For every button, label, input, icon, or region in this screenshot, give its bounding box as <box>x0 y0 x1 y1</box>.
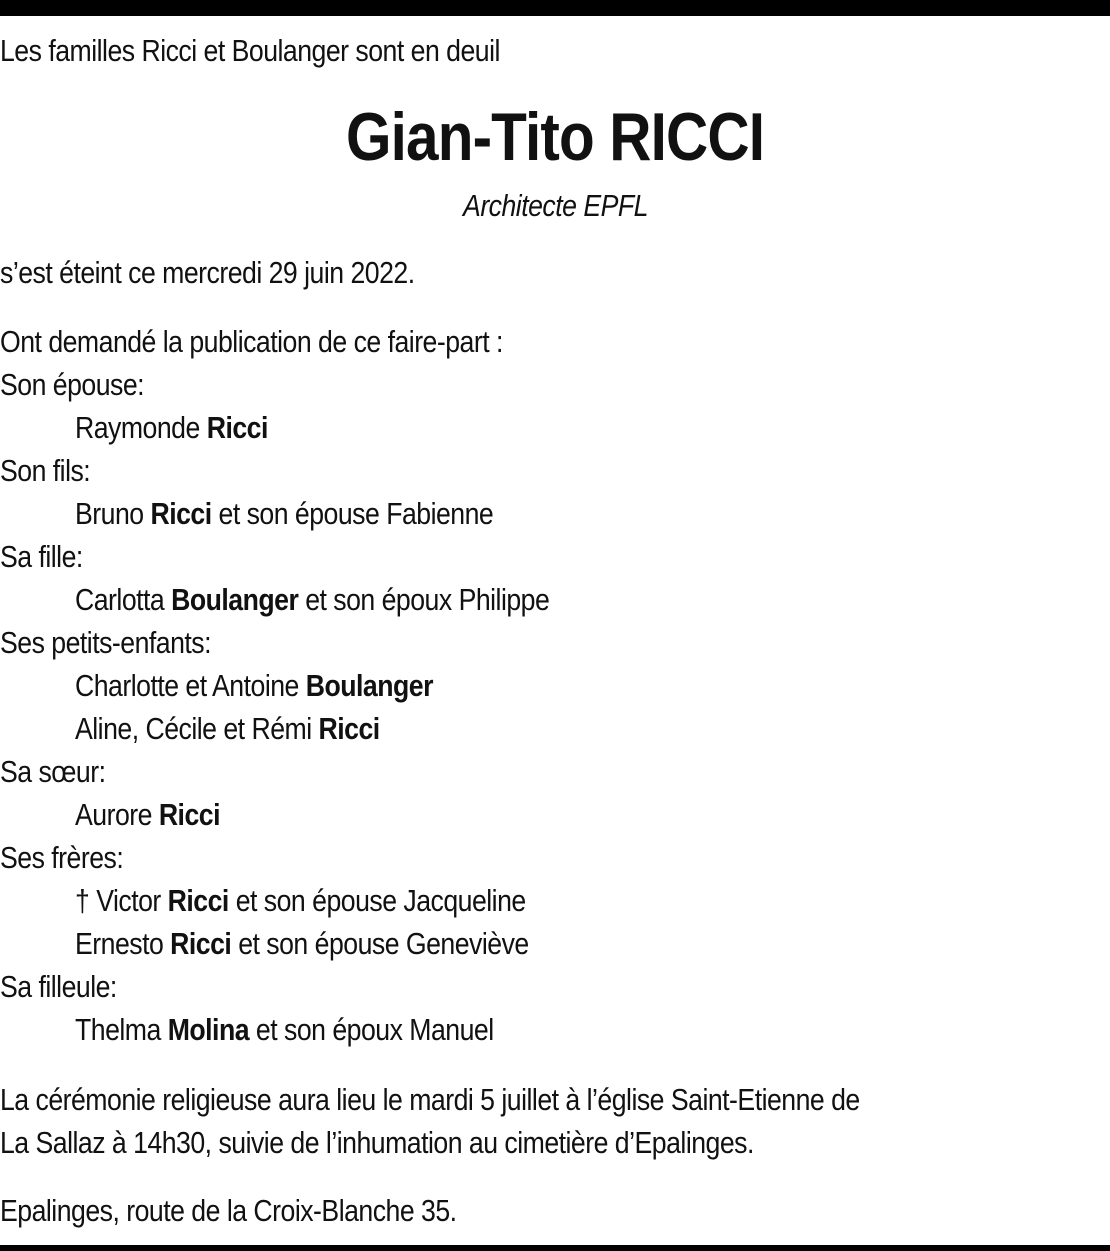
daughter-first-name: Carlotta <box>75 582 172 617</box>
wife-surname: Ricci <box>206 410 268 445</box>
grandchildren-2-surname: Ricci <box>318 711 380 746</box>
daughter-spouse: et son époux Philippe <box>298 582 550 617</box>
profession-title-text: Architecte EPFL <box>462 188 648 223</box>
wife-entry <box>75 408 268 448</box>
sister-entry <box>75 795 220 835</box>
son-entry <box>75 494 493 534</box>
goddaughter-first-name: Thelma <box>75 1012 168 1047</box>
son-spouse: et son épouse Fabienne <box>211 496 494 531</box>
wife-first-name: Raymonde <box>75 410 207 445</box>
son-label: Son fils: <box>0 453 91 488</box>
brother-1-first-name: † Victor <box>75 883 168 918</box>
grandchildren-label: Ses petits-enfants: <box>0 625 212 660</box>
sister-label: Sa sœur: <box>0 754 106 789</box>
ceremony-line-2: La Sallaz à 14h30, suivie de l’inhumation au cimetière d’Epalinges. <box>0 1125 754 1160</box>
bottom-border-rule <box>0 1245 1110 1251</box>
goddaughter-surname: Molina <box>167 1012 250 1047</box>
grandchildren-1-names: Charlotte et Antoine <box>75 668 306 703</box>
brother-entry-1 <box>75 881 526 921</box>
publication-intro: Ont demandé la publication de ce faire-part : <box>0 324 503 359</box>
sister-first-name: Aurore <box>75 797 159 832</box>
intro-line: Les familles Ricci et Boulanger sont en deuil <box>0 33 500 68</box>
ceremony-line-1: La cérémonie religieuse aura lieu le mardi 5 juillet à l’église Saint-Etienne de <box>0 1082 860 1117</box>
daughter-label: Sa fille: <box>0 539 83 574</box>
goddaughter-label: Sa filleule: <box>0 969 117 1004</box>
wife-label: Son épouse: <box>0 367 145 402</box>
brother-1-spouse: et son épouse Jacqueline <box>228 883 526 918</box>
family-address: Epalinges, route de la Croix-Blanche 35. <box>0 1193 457 1228</box>
brothers-label: Ses frères: <box>0 840 124 875</box>
brother-2-surname: Ricci <box>170 926 232 961</box>
brother-1-surname: Ricci <box>167 883 229 918</box>
brother-2-first-name: Ernesto <box>75 926 171 961</box>
son-surname: Ricci <box>150 496 212 531</box>
brother-2-spouse: et son épouse Geneviève <box>231 926 529 961</box>
grandchildren-entry-2 <box>75 709 380 749</box>
sister-surname: Ricci <box>158 797 220 832</box>
son-first-name: Bruno <box>75 496 151 531</box>
daughter-surname: Boulanger <box>171 582 299 617</box>
grandchildren-entry-1 <box>75 666 433 706</box>
goddaughter-entry <box>75 1010 494 1050</box>
deceased-name-text: Gian-Tito RICCI <box>345 99 765 175</box>
daughter-entry <box>75 580 549 620</box>
grandchildren-1-surname: Boulanger <box>305 668 433 703</box>
profession-title <box>0 186 1110 226</box>
goddaughter-spouse: et son époux Manuel <box>249 1012 494 1047</box>
deceased-name <box>0 97 1110 177</box>
grandchildren-2-names: Aline, Cécile et Rémi <box>75 711 319 746</box>
brother-entry-2 <box>75 924 529 964</box>
death-announcement: s’est éteint ce mercredi 29 juin 2022. <box>0 255 415 290</box>
